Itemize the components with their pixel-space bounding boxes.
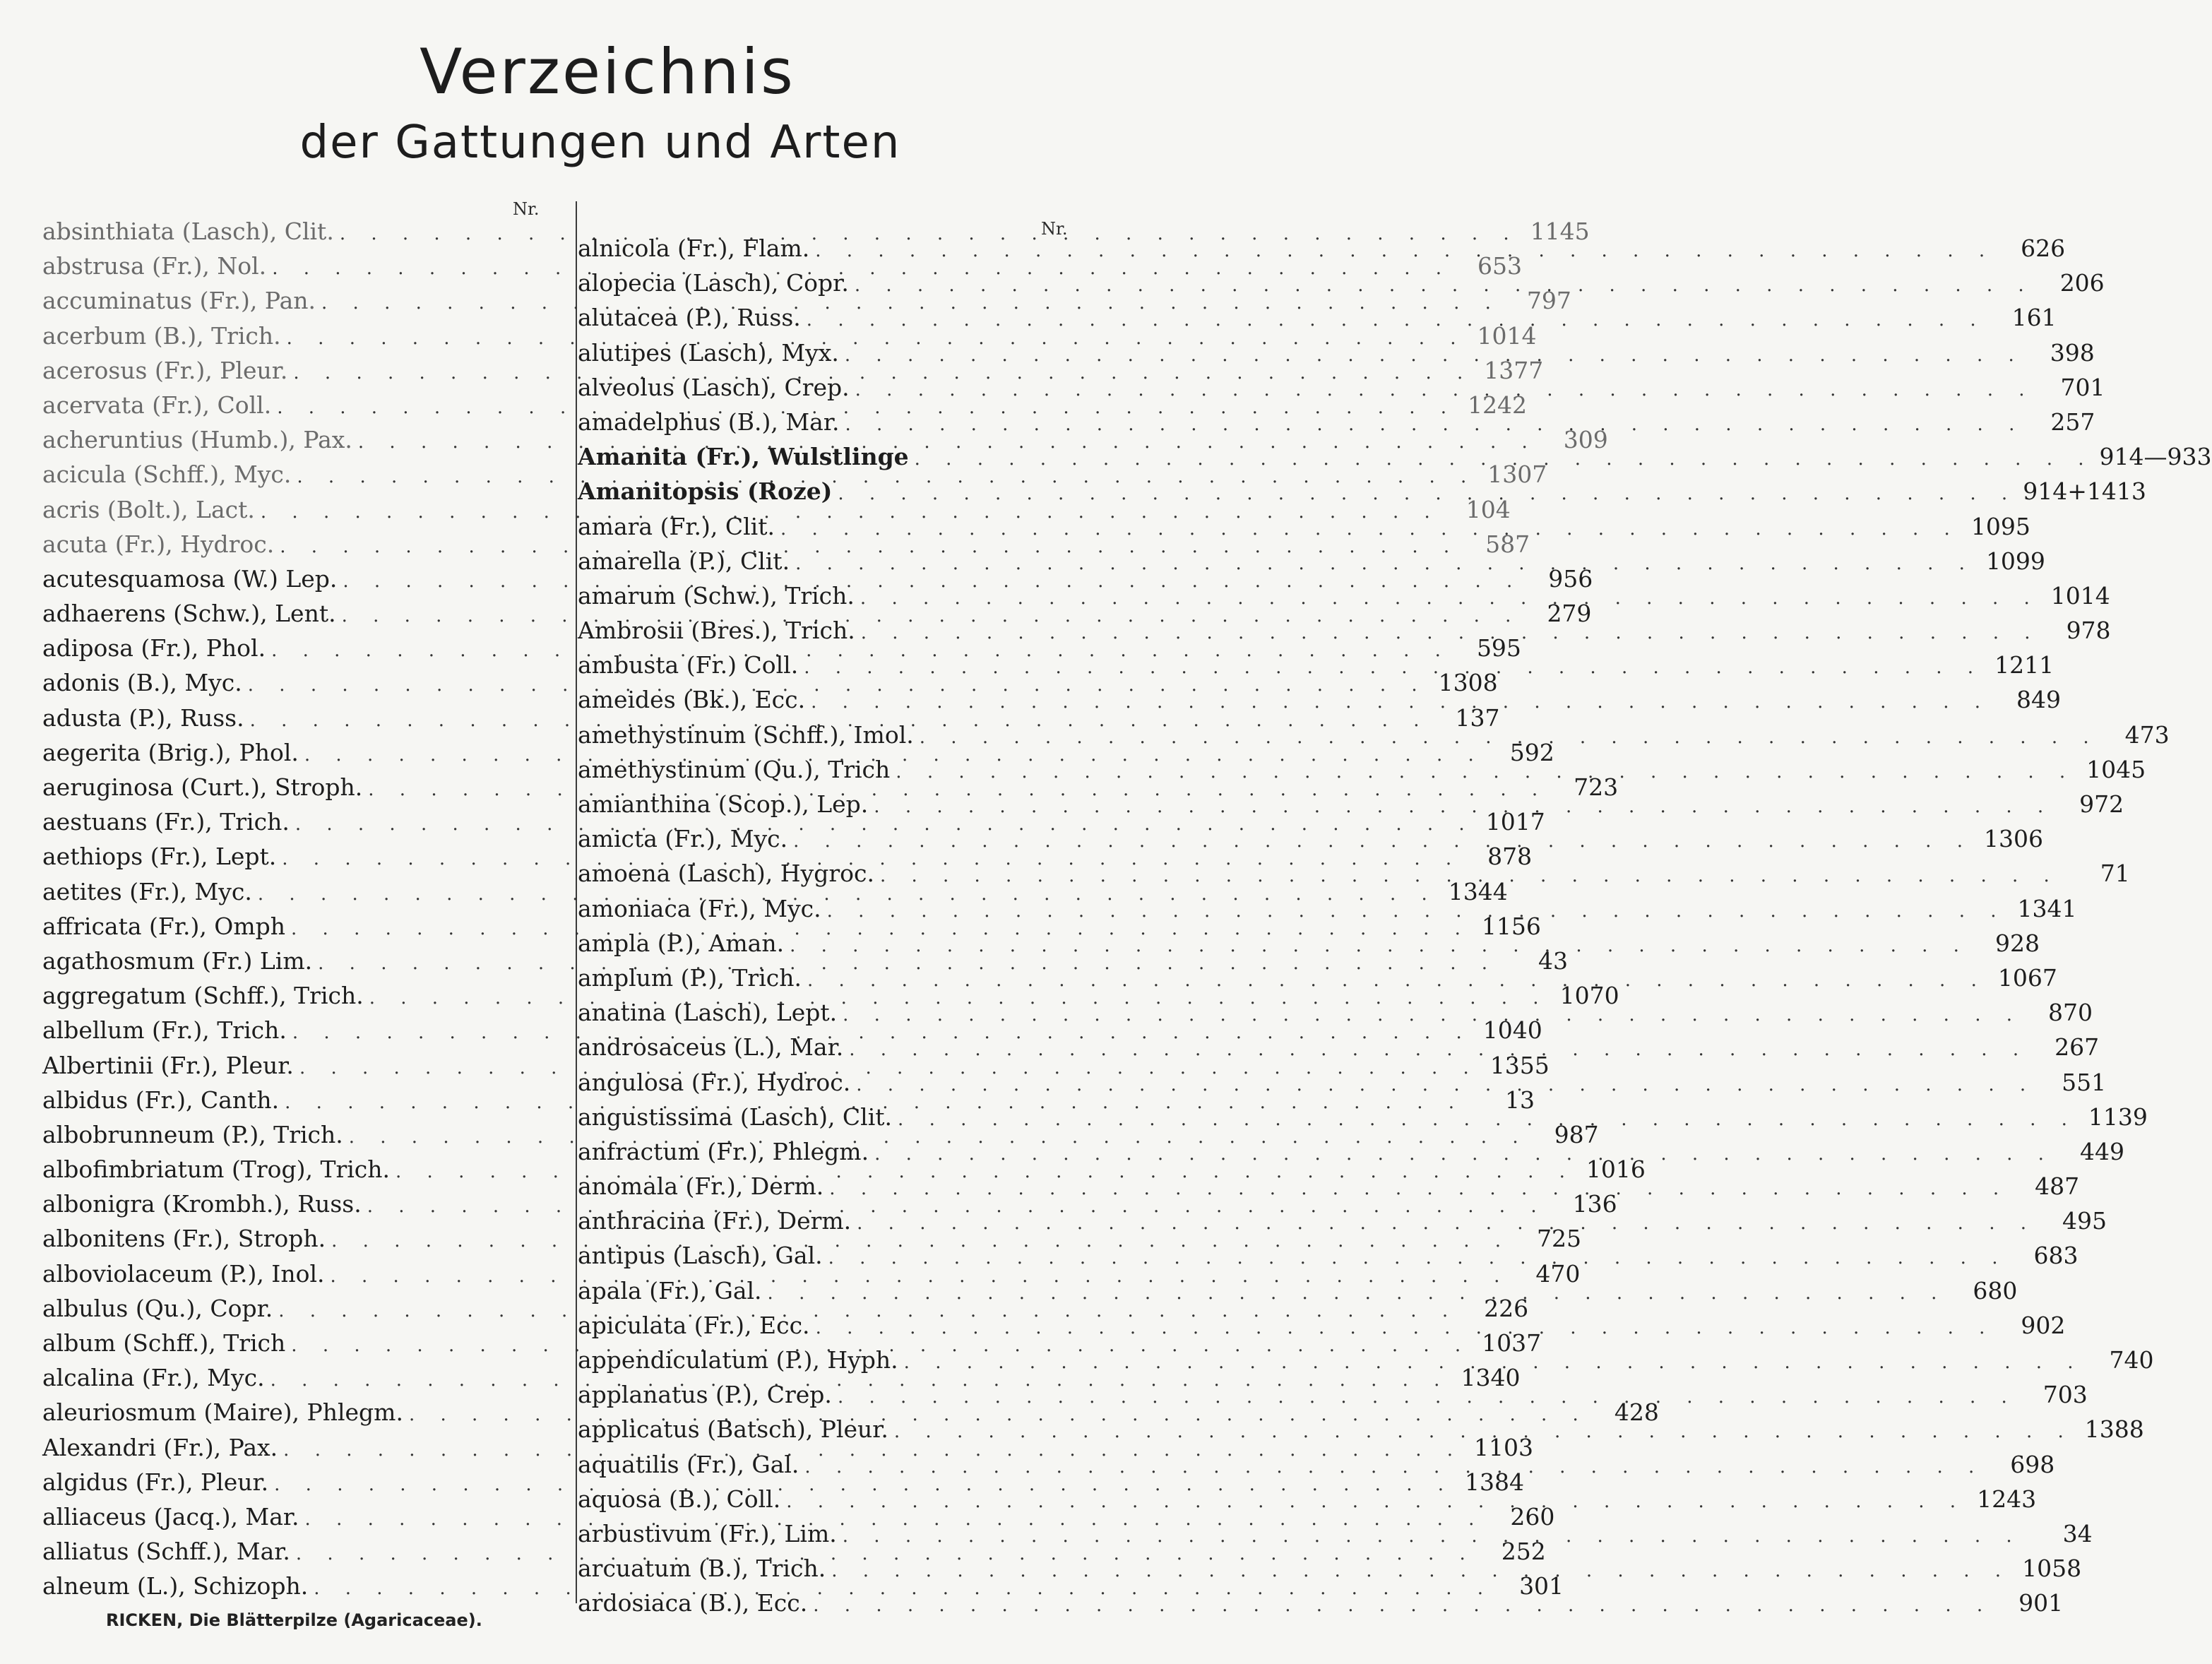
entry-number: 1017 [1485,808,1545,836]
entry-name: abstrusa (Fr.), Nol. [42,252,267,280]
entry-name: ardosiaca (B.), Ecc. [578,1589,808,1617]
entry-number: 701 [2060,373,2105,401]
entry-name: amadelphus (B.), Mar. [578,408,840,436]
leader-dots [849,1039,2028,1060]
entry-number: 1058 [2022,1555,2082,1583]
entry-name: adonis (B.), Myc. [42,669,242,697]
entry-name: albofimbriatum (Trog), Trich. [42,1155,391,1184]
entry-number: 1384 [1465,1468,1525,1496]
leader-dots [880,865,2059,886]
entry-name: affricata (Fr.), Omph [42,912,286,940]
entry-number: 13 [1505,1086,1535,1114]
entry-number: 698 [2010,1450,2055,1478]
entry-number: 226 [1484,1294,1529,1322]
entry-number: 104 [1465,495,1511,523]
entry-name: amara (Fr.), Clit. [578,512,775,540]
entry-name: aegerita (Brig.), Phol. [42,738,299,766]
leader-dots [816,1317,1995,1338]
entry-number: 626 [2021,234,2066,262]
entry-name: Amanitopsis (Roze) [578,477,833,506]
entry-number: 914+1413 [2023,477,2146,506]
entry-number: 43 [1538,946,1569,975]
entry-number: 723 [1574,773,1619,801]
entry-name: angustissima (Lasch), Clit. [578,1103,893,1131]
entry-name: amplum (P.), Trich. [578,963,802,992]
entry-name: aethiops (Fr.), Lept. [42,843,277,871]
entry-number: 1037 [1482,1329,1542,1357]
entry-number: 1307 [1487,460,1547,489]
entry-number: 902 [2021,1311,2066,1339]
entry-name: anthracina (Fr.), Derm. [578,1207,852,1235]
entry-name: alutacea (P.), Russ. [578,304,801,332]
entry-name: amoniaca (Fr.), Myc. [578,894,821,922]
entry-number: 1067 [1997,963,2057,992]
entry-number: 740 [2109,1346,2154,1374]
entry-name: agathosmum (Fr.) Lim. [42,946,313,975]
leader-dots [813,1595,1992,1616]
entry-number: 1099 [1985,547,2045,575]
entry-number: 680 [1973,1276,2018,1305]
entry-number: 428 [1614,1398,1659,1427]
entry-name: anatina (Lasch), Lept. [578,999,838,1027]
leader-dots [915,448,2094,470]
entry-number: 1156 [1481,912,1541,940]
entry-name: apiculata (Fr.), Ecc. [578,1311,810,1339]
entry-number: 878 [1487,843,1533,871]
entry-number: 161 [2011,304,2057,332]
leader-dots [768,1283,1947,1304]
entry-number: 901 [2018,1589,2064,1617]
entry-name: arbustivum (Fr.), Lim. [578,1519,837,1547]
entry-name: albonigra (Krombh.), Russ. [42,1190,362,1218]
entry-number: 1040 [1482,1016,1542,1045]
entry-name: albonitens (Fr.), Stroph. [42,1225,326,1253]
entry-number: 473 [2124,720,2170,749]
entry-name: alliaceus (Jacq.), Mar. [42,1502,299,1531]
entry-number: 1355 [1489,1051,1550,1079]
entry-name: Amanita (Fr.), Wulstlinge [578,443,909,471]
entry-name: antipus (Lasch), Gal. [578,1242,823,1270]
entry-number: 495 [2062,1207,2107,1235]
entry-number: 956 [1548,564,1593,593]
leader-dots [920,727,2099,748]
entry-number: 914—933 [2099,443,2212,471]
entry-number: 1243 [1977,1485,2037,1513]
entry-number: 1045 [2086,755,2146,783]
leader-dots [793,831,1973,852]
entry-number: 470 [1535,1259,1581,1288]
entry-name: angulosa (Fr.), Hydroc. [578,1068,851,1096]
entry-number: 260 [1510,1502,1555,1531]
entry-number: 797 [1526,287,1571,315]
entry-number: 71 [2100,860,2130,888]
entry-number: 1095 [1970,512,2030,540]
leader-dots [828,1247,2008,1268]
leader-dots [795,553,1975,574]
entry-name: apala (Fr.), Gal. [578,1276,762,1305]
entry-number: 1388 [2084,1415,2144,1444]
index-entry [578,1589,2064,1624]
entry-number: 1340 [1461,1364,1521,1392]
entry-name: acuta (Fr.), Hydroc. [42,530,275,558]
entry-name: albobrunneum (P.), Trich. [42,1120,343,1148]
entry-number: 137 [1455,703,1500,732]
entry-number: 653 [1477,252,1523,280]
leader-dots [804,657,1983,678]
entry-name: androsaceus (L.), Mar. [578,1033,844,1062]
entry-number: 587 [1485,530,1530,558]
entry-number: 1344 [1448,877,1508,905]
leader-dots [790,935,1969,956]
entry-name: acheruntius (Humb.), Pax. [42,426,352,454]
entry-number: 136 [1572,1190,1617,1218]
entry-name: accuminatus (Fr.), Pan. [42,287,316,315]
nr-header-left: Nr. [513,199,540,219]
entry-name: amicta (Fr.), Myc. [578,825,788,853]
entry-name: amarella (P.), Clit. [578,547,790,575]
entry-name: alcalina (Fr.), Myc. [42,1364,265,1392]
entry-number: 257 [2050,408,2095,436]
entry-name: Albertinii (Fr.), Pleur. [42,1051,294,1079]
entry-name: acerbum (B.), Trich. [42,321,281,350]
entry-name: aeruginosa (Curt.), Stroph. [42,773,363,801]
entry-name: applicatus (Batsch), Pleur. [578,1415,888,1444]
leader-dots [811,691,1990,713]
entry-name: aggregatum (Schff.), Trich. [42,982,364,1010]
entry-name: adiposa (Fr.), Phol. [42,634,266,662]
entry-name: absinthiata (Lasch), Clit. [42,218,334,245]
entry-number: 1070 [1559,982,1619,1010]
entry-name: ambusta (Fr.) Coll. [578,651,799,679]
entry-name: anomala (Fr.), Derm. [578,1172,824,1201]
entry-number: 449 [2079,1137,2124,1165]
entry-name: aestuans (Fr.), Trich. [42,808,290,836]
leader-dots [843,1526,2022,1547]
leader-dots [896,761,2075,783]
leader-dots [855,275,2034,296]
entry-name: amethystinum (Schff.), Imol. [578,720,914,749]
entry-number: 1308 [1438,669,1498,697]
leader-dots [861,622,2040,643]
entry-name: amethystinum (Qu.), Trich [578,755,891,783]
entry-name: alliatus (Schff.), Mar. [42,1538,290,1566]
entry-name: alboviolaceum (P.), Inol. [42,1259,325,1288]
entry-name: albulus (Qu.), Copr. [42,1294,273,1322]
entry-name: adusta (P.), Russ. [42,703,244,732]
leader-dots [874,1143,2054,1165]
entry-number: 1242 [1468,391,1528,419]
nr-header-right: Nr. [1041,219,1068,239]
entry-number: 1016 [1586,1155,1646,1184]
leader-dots [855,379,2035,400]
entry-number: 725 [1537,1225,1581,1253]
entry-name: alveolus (Lasch), Crep. [578,373,850,401]
entry-number: 252 [1501,1538,1546,1566]
leader-dots [874,796,2053,817]
entry-number: 267 [2055,1033,2100,1062]
entry-name: acris (Bolt.), Lact. [42,495,255,523]
page-title: Verzeichnis [420,35,795,108]
entry-number: 595 [1476,634,1521,662]
leader-dots [894,1421,2074,1442]
entry-name: acicula (Schff.), Myc. [42,460,292,489]
leader-dots [780,518,1960,540]
entry-name: Ambrosii (Bres.), Trich. [578,617,855,645]
leader-dots [804,1456,1984,1478]
leader-dots [807,309,1986,331]
entry-name: acerosus (Fr.), Pleur. [42,356,288,384]
leader-dots [829,1178,2009,1199]
leader-dots [786,1491,1966,1512]
entry-number: 309 [1563,426,1608,454]
entry-name: adhaerens (Schw.), Lent. [42,600,336,628]
entry-number: 34 [2062,1519,2093,1547]
page-subtitle: der Gattungen und Arten [299,117,901,169]
entry-number: 972 [2079,790,2124,818]
entry-name: ampla (P.), Aman. [578,929,785,957]
entry-number: 1139 [2088,1103,2148,1131]
leader-dots [857,1213,2036,1234]
entry-name: acervata (Fr.), Coll. [42,391,272,419]
leader-dots [838,1386,2017,1408]
entry-name: appendiculatum (P.), Hyph. [578,1346,898,1374]
entry-number: 487 [2035,1172,2080,1201]
leader-dots [845,414,2024,435]
entry-name: alutipes (Lasch), Myx. [578,338,839,367]
entry-name: albellum (Fr.), Trich. [42,1016,287,1045]
entry-name: alneum (L.), Schizoph. [42,1572,309,1600]
entry-number: 683 [2033,1242,2079,1270]
entry-number: 1377 [1484,356,1544,384]
entry-number: 987 [1554,1120,1599,1148]
entry-name: aleuriosmum (Maire), Phlegm. [42,1398,403,1427]
entry-number: 398 [2050,338,2095,367]
entry-name: amoena (Lasch), Hygroc. [578,860,874,888]
entry-number: 1145 [1530,218,1590,245]
entry-name: anfractum (Fr.), Phlegm. [578,1137,869,1165]
entry-name: amianthina (Scop.), Lep. [578,790,869,818]
leader-dots [860,588,2040,609]
entry-name: albidus (Fr.), Canth. [42,1086,280,1114]
entry-number: 1341 [2017,894,2077,922]
entry-number: 703 [2042,1381,2088,1409]
leader-dots [815,240,1994,261]
entry-name: Alexandri (Fr.), Pax. [42,1433,278,1461]
entry-name: arcuatum (B.), Trich. [578,1555,826,1583]
entry-number: 592 [1509,738,1554,766]
entry-number: 1014 [2050,581,2110,610]
leader-dots [845,345,2024,366]
leader-dots [904,1352,2083,1373]
leader-dots [831,1560,2011,1581]
entry-number: 978 [2066,617,2111,645]
entry-name: alopecia (Lasch), Copr. [578,269,849,297]
entry-name: aquatilis (Fr.), Gal. [578,1450,799,1478]
entry-number: 551 [2062,1068,2107,1096]
entry-number: 1306 [1983,825,2043,853]
entry-name: aquosa (B.), Coll. [578,1485,781,1513]
entry-number: 870 [2048,999,2093,1027]
leader-dots [807,970,1987,991]
entry-number: 1014 [1477,321,1537,350]
entry-name: album (Schff.), Trich [42,1329,286,1357]
entry-name: algidus (Fr.), Pleur. [42,1468,269,1496]
leader-dots [843,1004,2022,1026]
entry-name: acutesquamosa (W.) Lep. [42,564,338,593]
entry-number: 849 [2016,686,2061,714]
entry-name: alnicola (Fr.), Flam. [578,234,810,262]
leader-dots [838,483,2017,504]
leader-dots [856,1074,2035,1095]
entry-number: 301 [1519,1572,1564,1600]
entry-name: applanatus (P.), Crep. [578,1381,832,1409]
entry-number: 279 [1547,600,1592,628]
entry-name: ameides (Bk.), Ecc. [578,686,806,714]
entry-number: 206 [2059,269,2105,297]
leader-dots [898,1109,2077,1130]
leader-dots [827,901,2006,922]
entry-name: aetites (Fr.), Myc. [42,877,252,905]
footer-citation: RICKEN, Die Blätterpilze (Agaricaceae). [106,1610,482,1630]
entry-number: 1211 [1994,651,2055,679]
entry-number: 928 [1994,929,2040,957]
entry-number: 1103 [1474,1433,1534,1461]
entry-name: amarum (Schw.), Trich. [578,581,855,610]
